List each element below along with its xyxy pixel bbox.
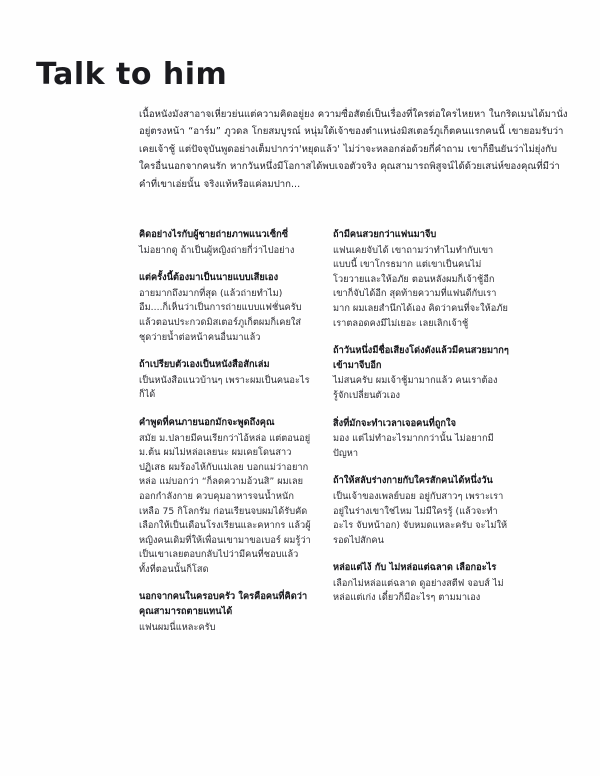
qa-answer: ไม่สนครับ ผมเจ้าชู้มามากแล้ว คนเราต้องรู้จักเปลี่ยนตัวเอง [333,375,498,401]
qa-block [139,271,311,345]
right-column [333,228,509,619]
qa-answer: สมัย ม.ปลายมีคนเรียกว่าไอ้หล่อ แต่ตอนอยู่ ม.ต้น ผมไม่หล่อเลยนะ ผมเคยโดนสาวปฏิเสธ ผมร้องไห้กับแม่เลย บอกแม่ว่าอยากหล่อ แม่บอกว่า “ก็ลดความอ้วนสิ” ผมเลยออกกำลังกาย ควบคุมอาหารจนน้ำหนักเหลือ 75 กิโลกรัม ก่อนเรียนจบผมได้รับคัดเลือกให้เป็นเดือนโรงเรียนและคหากร แล้วผู้หญิงคนเดิมที่ให้เพื่อนเขามาขอเบอร์ ผมรู้ว่าเป็นเขาเลยตอบกลับไปว่ามีคนที่ชอบแล้ว ทั้งที่ตอนนั้นก็โสด [139,432,311,575]
qa-block [139,228,311,258]
qa-question: คำพูดที่คนภายนอกมักจะพูดถึงคุณ [139,416,275,428]
qa-answer: ไม่อยากดู ถ้าเป็นผู้หญิงถ่ายกี่ว่าไปอย่าง [139,244,295,256]
intro-paragraph: เนื้อหนังมังสาอาจเหี่ยวย่นแต่ความคิดอยู่ยง ความซื่อสัตย์เป็นเรื่องที่ใครต่อใครไหยหา ในกริดเมนได้มานั่งอยู่ตรงหน้า “อาร์ม” ภูวดล โกยสมบูรณ์ หนุ่มใต้เจ้าของตำแหน่งมิสเตอร์ภูเก็ตคนแรกคนนี้ เขายอมรับว่าเคยเจ้าชู้ แต่ปัจจุบันพูดอย่างเต็มปากว่า'หยุดแล้ว' ไม่ว่าจะหลอกล่อด้วยกี่คำถาม เขาก็ยืนยันว่าไม่ยุ่งกับใครอื่นนอกจากคนรัก หากวันหนึ่งมีโอกาสได้พบเจอตัวจริง คุณสามารถพิสูจน์ได้ด้วยเสน่ห์ของคุณที่มีว่าคำที่เขาเอ่ยนั้น จริงแท้หรือแค่ลมปาก... [139,108,568,190]
qa-block [139,590,311,635]
qa-columns [139,228,571,648]
qa-question: คิดอย่างไรกับผู้ชายถ่ายภาพแนวเซ็กซี่ [139,229,289,240]
qa-question: ถ้ามีคนสวยกว่าแฟนมาจีบ [333,229,437,240]
qa-question: หล่อแต่ไง้ กับ ไม่หล่อแต่ฉลาด เลือกอะไร [333,562,497,574]
qa-question: ถ้าให้สลับร่างกายกับใครสักคนได้หนึ่งวัน [333,475,493,487]
qa-question: สิ่งที่มักจะทำเวลาเจอคนที่ถูกใจ [333,417,457,429]
page-title: Talk to him [36,57,228,93]
qa-block [333,561,509,606]
qa-question: แต่ครั้งนี้ต้องมาเป็นนายแบบเสียเอง [139,272,279,284]
qa-answer: เป็นเจ้าของเพลย์บอย อยู่กับสาวๆ เพราะเราอยู่ในร่างเขาใช่ไหม ไม่มีใครรู้ (แล้วจะทำอะไร จับหน้าอก) จับหมดแหละครับ จะไม่ให้รอดไปสักคน [333,490,508,546]
qa-block [333,228,509,331]
qa-answer: แฟนเคยจับได้ เขาถามว่าทำไมทำกับเขาแบบนี้ เขาโกรธมาก แต่เขาเป็นคนไม่โวยวายและให้อภัย ตอนหลังผมก็เจ้าชู้อีก เขาก็จับได้อีก สุดท้ายความที่แฟนดีกับเรามาก ผมเลยสำนึกได้เอง คิดว่าคนที่จะให้อภัยเราตลอดคงมีไม่เยอะ เลยเลิกเจ้าชู้ [333,244,508,329]
qa-answer: แฟนผมนี่แหละครับ [139,621,216,633]
qa-answer: เลือกไม่หล่อแต่ฉลาด ดูอย่างสตีฟ จอบส์ ไม่หล่อแต่เก่ง เดี๋ยวก็มีอะไรๆ ตามมาเอง [333,577,504,604]
qa-block [333,417,509,462]
qa-block [333,474,509,548]
qa-question: ถ้าวันหนึ่งมีชื่อเสียงโด่งดังแล้วมีคนสวยมากๆ เข้ามาจีบอีก [333,345,509,371]
qa-block [333,344,509,403]
qa-question: นอกจากคนในครอบครัว ใครคือคนที่คิดว่าคุณสามารถตายแทนได้ [139,591,308,618]
qa-block [139,416,311,578]
left-column [139,228,311,648]
qa-answer: มอง แต่ไม่ทำอะไรมากกว่านั้น ไม่อยากมีปัญหา [333,433,494,459]
qa-answer: อายมากถึงมากที่สุด (แล้วถ่ายทำไม) อืม....ก็เห็นว่าเป็นการถ่ายแบบแฟชั่นครับ แล้วตอนประกวดมิสเตอร์ภูเก็ตผมก็เคยใส่ชุดว่ายน้ำต่อหน้าคนอื่นมาแล้ว [139,287,302,343]
qa-block [139,358,311,403]
qa-answer: เป็นหนังสือแนวบ้านๆ เพราะผมเป็นคนอะไรก็ได้ [139,374,310,401]
qa-question: ถ้าเปรียบตัวเองเป็นหนังสือสักเล่ม [139,359,270,371]
